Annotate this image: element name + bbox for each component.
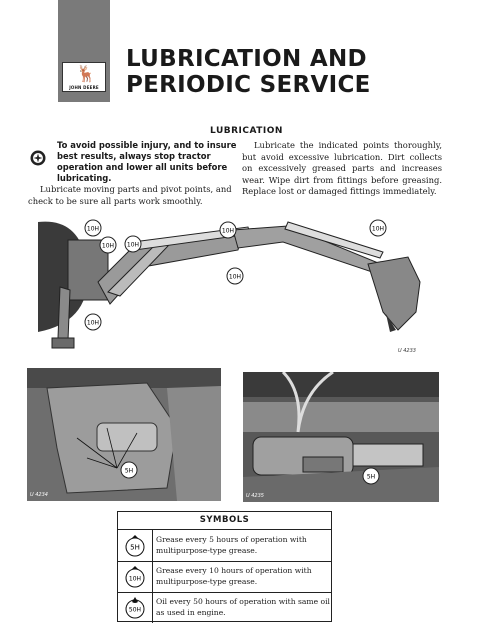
symbol-desc-5h: Grease every 5 hours of operation with multipurpose-type grease. xyxy=(156,535,307,555)
svg-text:10H: 10H xyxy=(126,241,140,249)
logo-brand: JOHN DEERE xyxy=(69,85,99,90)
svg-text:10H: 10H xyxy=(371,225,385,233)
cylinder-pivot-photo xyxy=(243,372,439,502)
safety-warning: To avoid possible injury, and to insure best results, always stop tractor operation and lower all units before lubricating. xyxy=(57,140,237,183)
callout-10h-7 xyxy=(85,314,101,330)
backhoe-figure xyxy=(38,212,438,362)
badge-10h xyxy=(118,561,153,592)
oil-50h-icon xyxy=(123,597,147,619)
badge-50h xyxy=(118,592,153,623)
svg-text:10H: 10H xyxy=(101,242,115,250)
callout-10h-1 xyxy=(85,220,101,236)
symbol-row-10h xyxy=(118,561,331,593)
grease-10h-icon xyxy=(123,566,147,588)
svg-text:5H: 5H xyxy=(130,543,140,552)
svg-text:10H: 10H xyxy=(86,225,100,233)
callout-10h-6 xyxy=(370,220,386,236)
callout-5h-right xyxy=(363,468,379,484)
symbols-table xyxy=(117,511,332,622)
svg-text:10H: 10H xyxy=(128,575,142,583)
symbols-title: SYMBOLS xyxy=(118,515,331,530)
symbol-desc-50h: Oil every 50 hours of operation with same oil as used in engine. xyxy=(156,597,330,617)
symbol-desc-10h: Grease every 10 hours of operation with multipurpose-type grease. xyxy=(156,566,312,586)
callout-10h-2 xyxy=(100,237,116,253)
page-title-line1: LUBRICATION AND xyxy=(126,46,367,72)
symbol-row-5h xyxy=(118,530,331,562)
svg-text:10H: 10H xyxy=(228,273,242,281)
figure-id-right: U 4235 xyxy=(246,493,264,499)
symbol-row-50h xyxy=(118,592,331,623)
page-title-line2: PERIODIC SERVICE xyxy=(126,72,371,98)
callout-10h-5 xyxy=(227,268,243,284)
section-heading: LUBRICATION xyxy=(210,126,283,136)
figure-id-left: U 4234 xyxy=(30,492,48,498)
callout-10h-3 xyxy=(125,236,141,252)
paragraph-right: Lubricate the indicated points thoroughly, but avoid excessive lubrication. Dirt collects on excessively greased parts and increases wear. Wipe dirt from fittings before greasing. Replace lost or damaged fittings immediately. xyxy=(242,140,442,196)
svg-text:50H: 50H xyxy=(128,606,142,614)
paragraph-left: Lubricate moving parts and pivot points, and check to be sure all parts work smoothly. xyxy=(28,184,232,206)
swing-pivot-photo xyxy=(27,368,221,501)
callout-10h-4 xyxy=(220,222,236,238)
svg-text:10H: 10H xyxy=(86,319,100,327)
callout-5h-left xyxy=(121,462,137,478)
page-title xyxy=(126,46,371,98)
svg-text:10H: 10H xyxy=(221,227,235,235)
grease-5h-icon xyxy=(123,535,147,557)
svg-text:5H: 5H xyxy=(366,473,376,481)
figure-id-main: U 4233 xyxy=(398,348,416,354)
badge-5h xyxy=(118,530,153,561)
safety-alert-icon xyxy=(30,150,46,166)
john-deere-logo xyxy=(62,62,106,92)
deer-icon: 🦌 xyxy=(76,64,96,83)
svg-text:5H: 5H xyxy=(124,467,134,475)
